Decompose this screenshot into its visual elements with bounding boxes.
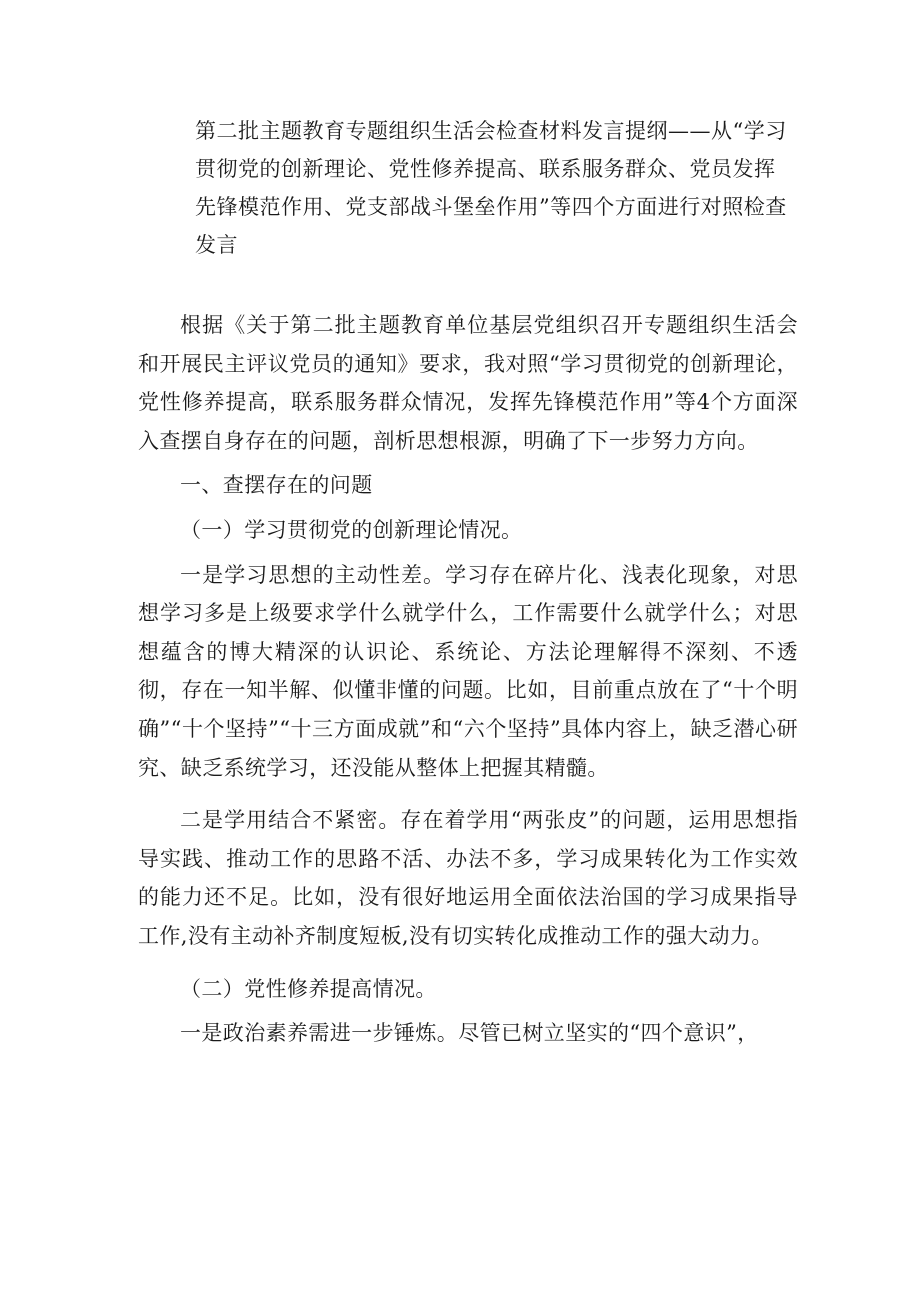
document-title: 第二批主题教育专题组织生活会检查材料发言提纲——从“学习贯彻党的创新理论、党性修养提高、联系服务群众、党员发挥先锋模范作用、党支部战斗堡垒作用”等四个方面进行对照检查发言 <box>195 119 787 257</box>
subsection-heading-2: （二）党性修养提高情况。 <box>180 976 437 1001</box>
subsection-1-paragraph-2: 二是学用结合不紧密。存在着学用“两张皮”的问题，运用思想指导实践、推动工作的思路不活、办法不多，学习成果转化为工作实效的能力还不足。比如，没有很好地运用全面依法治国的学习成果指导工作,没有主动补齐制度短板,没有切实转化成推动工作的强大动力。 <box>138 808 798 948</box>
subsection-2-paragraph-1: 一是政治素养需进一步锤炼。尽管已树立坚实的“四个意识”， <box>180 1021 759 1046</box>
subsection-1-paragraph-1: 一是学习思想的主动性差。学习存在碎片化、浅表化现象，对思想学习多是上级要求学什么就学什么，工作需要什么就学什么；对思想蕴含的博大精深的认识论、系统论、方法论理解得不深刻、不透彻，存在一知半解、似懂非懂的问题。比如，目前重点放在了“十个明确”“十个坚持”“十三方面成就”和“六个坚持”具体内容上，缺乏潜心研究、缺乏系统学习，还没能从整体上把握其精髓。 <box>138 562 798 780</box>
intro-paragraph: 根据《关于第二批主题教育单位基层党组织召开专题组织生活会和开展民主评议党员的通知》要求，我对照“学习贯彻党的创新理论，党性修养提高，联系服务群众情况，发挥先锋模范作用”等4个方面深入查摆自身存在的问题，剖析思想根源，明确了下一步努力方向。 <box>138 313 798 453</box>
subsection-heading-1: （一）学习贯彻党的创新理论情况。 <box>180 517 523 542</box>
document-body <box>138 306 798 1053</box>
section-heading-1: 一、查摆存在的问题 <box>180 473 373 498</box>
